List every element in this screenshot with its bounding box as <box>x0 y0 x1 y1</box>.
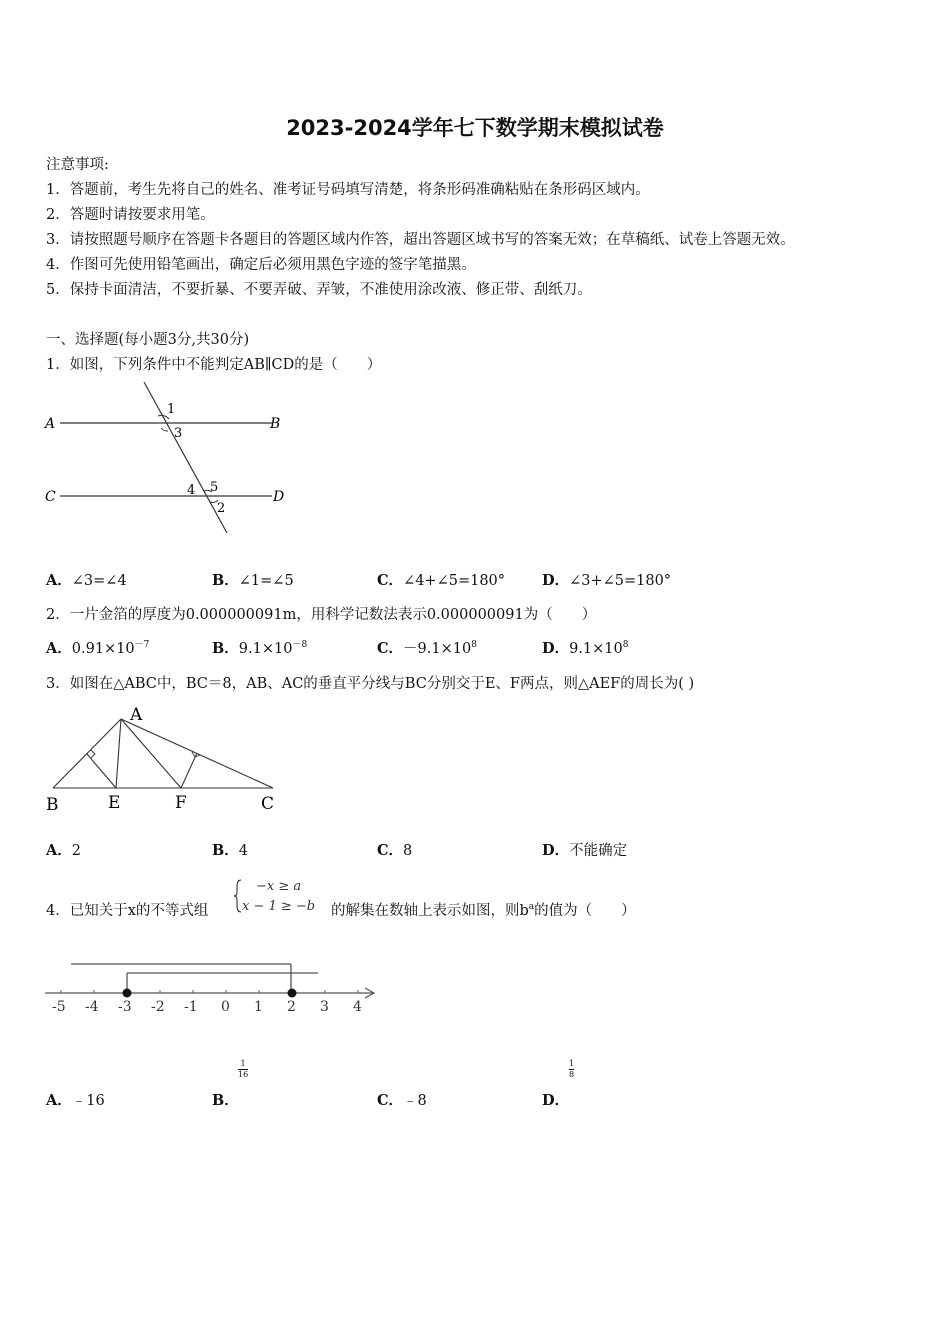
q4-tick-label: 4 <box>353 999 362 1015</box>
page-title: 2023-2024学年七下数学期末模拟试卷 <box>286 116 664 140</box>
q3-option-d[interactable]: D．不能确定 <box>542 842 628 859</box>
q1-figure <box>40 378 300 543</box>
q4-tick-label: 2 <box>287 999 296 1015</box>
q1-angle-2: 2 <box>217 501 226 516</box>
q4-tick-label: 3 <box>320 999 329 1015</box>
q4-option-c[interactable]: C．﹣8 <box>377 1092 427 1109</box>
q2-option-c[interactable]: C．$-9.1\times 10^8$ <box>377 640 477 657</box>
q3-figure <box>40 700 290 818</box>
q4-point-minus3 <box>123 989 132 998</box>
q4-tick-label: -2 <box>151 999 165 1015</box>
q1-option-b[interactable]: B．∠1=∠5 <box>212 572 294 589</box>
q4-system-line1: −x ≥ a <box>256 879 302 894</box>
q4-tick-label: -3 <box>118 999 132 1015</box>
q4-option-b-fraction: $\frac{1}{16}$ <box>238 1059 249 1079</box>
q4-tick-label: -4 <box>85 999 99 1015</box>
q4-option-a[interactable]: A．﹣16 <box>46 1092 105 1109</box>
q1-option-a[interactable]: A．∠3=∠4 <box>46 572 127 589</box>
q1-label-D: D <box>273 489 285 505</box>
q3-label-F: F <box>175 793 187 813</box>
q3-option-a[interactable]: A．2 <box>46 842 81 859</box>
note-item-3: 3．请按照题号顺序在答题卡各题目的答题区域内作答，超出答题区域书写的答案无效；在草稿纸、试卷上答题无效。 <box>46 232 795 248</box>
q4-tick-label: -1 <box>184 999 198 1015</box>
q3-label-E: E <box>108 793 121 813</box>
q3-stem: 3．如图在△ABC中，BC＝8，AB、AC的垂直平分线与BC分别交于E、F两点，则△AEF的周长为( ) <box>46 676 695 692</box>
q4-number-line <box>40 955 385 1017</box>
q3-label-C: C <box>261 794 275 814</box>
q4-point-2 <box>288 989 297 998</box>
q4-option-d-fraction: $\frac{1}{8}$ <box>569 1059 575 1079</box>
q2-option-d[interactable]: D．$9.1\times 10^8$ <box>542 640 629 657</box>
q3-label-B: B <box>46 795 59 815</box>
note-item-1: 1．答题前，考生先将自己的姓名、准考证号码填写清楚，将条形码准确粘贴在条形码区域内。 <box>46 182 650 198</box>
q1-angle-3: 3 <box>174 426 183 441</box>
note-item-2: 2．答题时请按要求用笔。 <box>46 207 215 223</box>
q2-stem: 2．一片金箔的厚度为0.000000091m，用科学记数法表示0.000000091为（ ） <box>46 607 597 623</box>
q4-inequality-system <box>234 876 328 916</box>
q4-tick-label: -5 <box>52 999 66 1015</box>
q3-option-b[interactable]: B．4 <box>212 842 248 859</box>
q2-option-b[interactable]: B．$9.1\times 10^{-8}$ <box>212 640 308 657</box>
q2-option-a[interactable]: A．$0.91\times 10^{-7}$ <box>46 640 150 657</box>
q3-option-c[interactable]: C．8 <box>377 842 413 859</box>
q1-option-c[interactable]: C．∠4+∠5=180° <box>377 572 506 589</box>
q1-option-d[interactable]: D．∠3+∠5=180° <box>542 572 672 589</box>
q4-option-d[interactable]: D． <box>542 1092 570 1109</box>
note-item-4: 4．作图可先使用铅笔画出，确定后必须用黑色字迹的签字笔描黑。 <box>46 257 476 273</box>
q1-angle-1: 1 <box>167 402 176 417</box>
q1-angle-5: 5 <box>210 480 219 495</box>
notes-heading: 注意事项: <box>46 157 109 173</box>
q1-label-C: C <box>45 489 56 505</box>
q4-system-line2: x − 1 ≥ −b <box>242 899 316 914</box>
q4-tick-label: 1 <box>254 999 263 1015</box>
q4-tick-label: 0 <box>221 999 230 1015</box>
q4-option-b[interactable]: B． <box>212 1092 239 1109</box>
q1-label-B: B <box>270 416 281 432</box>
section-heading: 一、选择题(每小题3分,共30分) <box>46 332 250 348</box>
note-item-5: 5．保持卡面清洁，不要折暴、不要弄破、弄皱，不准使用涂改液、修正带、刮纸刀。 <box>46 282 592 298</box>
q4-stem-before: 4．已知关于x的不等式组 <box>46 903 209 919</box>
q4-stem-after: 的解集在数轴上表示如图，则$b^a$的值为（ ） <box>331 902 636 919</box>
q1-label-A: A <box>45 416 56 432</box>
q1-stem: 1．如图，下列条件中不能判定AB∥CD的是（ ） <box>46 357 382 373</box>
q1-angle-4: 4 <box>187 483 196 498</box>
q3-label-A: A <box>130 705 143 725</box>
